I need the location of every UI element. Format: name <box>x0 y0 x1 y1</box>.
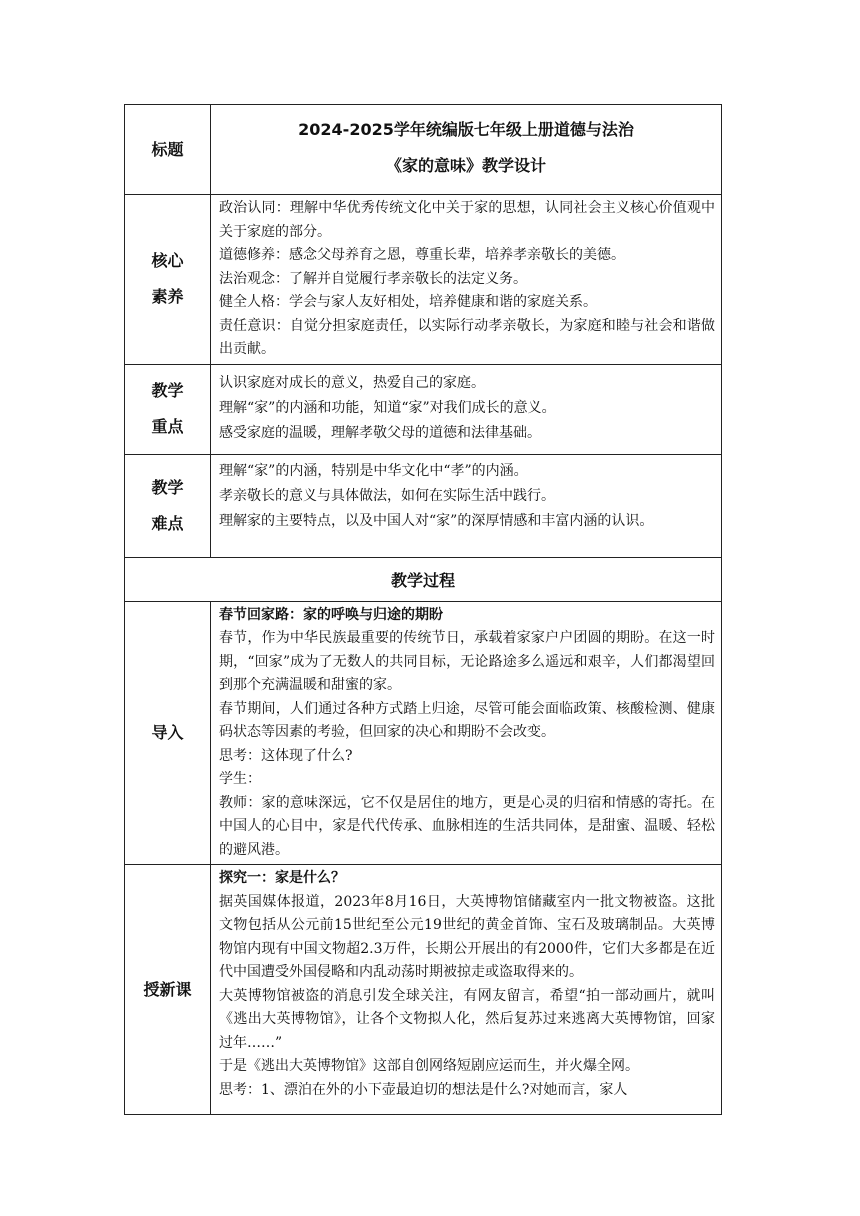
key-point-line: 认识家庭对成长的意义，热爱自己的家庭。 <box>219 374 485 391</box>
difficulties-label-line-1: 教学 <box>151 477 184 497</box>
core-literacy-content <box>211 195 722 365</box>
key-points-label <box>125 364 211 454</box>
new-lesson-content <box>211 865 722 1115</box>
title-label: 标题 <box>125 105 211 195</box>
key-points-row <box>125 364 722 454</box>
difficulties-content <box>211 454 722 557</box>
intro-row <box>125 601 722 865</box>
new-lesson-paragraph: 思考：1、漂泊在外的小下壶最迫切的想法是什么?对她而言，家人 <box>219 1081 628 1098</box>
difficulties-row <box>125 454 722 557</box>
intro-paragraph: 思考：这体现了什么? <box>219 747 353 764</box>
intro-paragraph: 学生： <box>219 771 261 787</box>
core-line: 政治认同：理解中华优秀传统文化中关于家的思想，认同社会主义核心价值观中关于家庭的部分。 <box>219 200 715 240</box>
core-line: 法治观念：了解并自觉履行孝亲敬长的法定义务。 <box>219 270 527 287</box>
title-line-1: 2024-2025学年统编版七年级上册道德与法治 <box>298 119 634 139</box>
intro-paragraph: 春节期间，人们通过各种方式踏上归途，尽管可能会面临政策、核酸检测、健康码状态等因素的考验，但回家的决心和期盼不会改变。 <box>219 700 715 740</box>
intro-content <box>211 601 722 865</box>
intro-label: 导入 <box>125 601 211 865</box>
core-line: 责任意识：自觉分担家庭责任，以实际行动孝亲敬长，为家庭和睦与社会和谐做出贡献。 <box>219 317 715 357</box>
process-heading: 教学过程 <box>125 557 722 601</box>
title-row <box>125 105 722 195</box>
core-label-line-2: 素养 <box>151 287 184 307</box>
new-lesson-heading: 探究一：家是什么？ <box>219 870 345 886</box>
key-points-label-line-1: 教学 <box>151 381 184 400</box>
process-heading-row <box>125 557 722 601</box>
core-line: 道德修养：感念父母养育之恩，尊重长辈，培养孝亲敬长的美德。 <box>219 247 625 263</box>
difficulties-label <box>125 454 211 557</box>
key-point-line: 理解“家”的内涵和功能，知道“家”对我们成长的意义。 <box>219 399 556 416</box>
key-points-label-line-2: 重点 <box>151 417 184 436</box>
intro-heading: 春节回家路：家的呼唤与归途的期盼 <box>219 606 443 623</box>
new-lesson-paragraph: 大英博物馆被盗的消息引发全球关注，有网友留言，希望“拍一部动画片，就叫《逃出大英博物馆》，让各个文物拟人化，然后复苏过来逃离大英博物馆，回家过年……” <box>219 987 715 1051</box>
core-literacy-row <box>125 195 722 365</box>
difficulty-line: 理解“家”的内涵，特别是中华文化中“孝”的内涵。 <box>219 462 528 479</box>
core-line: 健全人格：学会与家人友好相处，培养健康和谐的家庭关系。 <box>219 294 597 310</box>
difficulty-line: 理解家的主要特点，以及中国人对“家”的深厚情感和丰富内涵的认识。 <box>219 512 654 529</box>
difficulty-line: 孝亲敬长的意义与具体做法，如何在实际生活中践行。 <box>219 487 555 504</box>
new-lesson-paragraph: 于是《逃出大英博物馆》这部自创网络短剧应运而生，并火爆全网。 <box>219 1058 639 1074</box>
key-point-line: 感受家庭的温暖，理解孝敬父母的道德和法律基础。 <box>219 424 541 441</box>
difficulties-label-line-2: 难点 <box>151 513 184 533</box>
document-title <box>211 105 722 195</box>
title-line-2: 《家的意味》教学设计 <box>385 155 546 175</box>
intro-paragraph: 教师：家的意味深远，它不仅是居住的地方，更是心灵的归宿和情感的寄托。在中国人的心目中，家是代代传承、血脉相连的生活共同体，是甜蜜、温暖、轻松的避风港。 <box>219 794 715 858</box>
lesson-plan-table <box>124 104 722 1115</box>
key-points-content <box>211 364 722 454</box>
new-lesson-row <box>125 865 722 1115</box>
core-label-line-1: 核心 <box>151 251 184 271</box>
core-literacy-label <box>125 195 211 365</box>
intro-paragraph: 春节，作为中华民族最重要的传统节日，承载着家家户户团圆的期盼。在这一时期，“回家”成为了无数人的共同目标，无论路途多么遥远和艰辛，人们都渴望回到那个充满温暖和甜蜜的家。 <box>219 630 715 693</box>
new-lesson-paragraph: 据英国媒体报道，2023年8月16日，大英博物馆储藏室内一批文物被盗。这批文物包括从公元前15世纪至公元19世纪的黄金首饰、宝石及玻璃制品。大英博物馆内现有中国文物超2.3万件，长期公开展出的有2000件，它们大多都是在近代中国遭受外国侵略和内乱动荡时期被掠走或盗取得来的。 <box>219 893 715 980</box>
new-lesson-label: 授新课 <box>125 865 211 1115</box>
